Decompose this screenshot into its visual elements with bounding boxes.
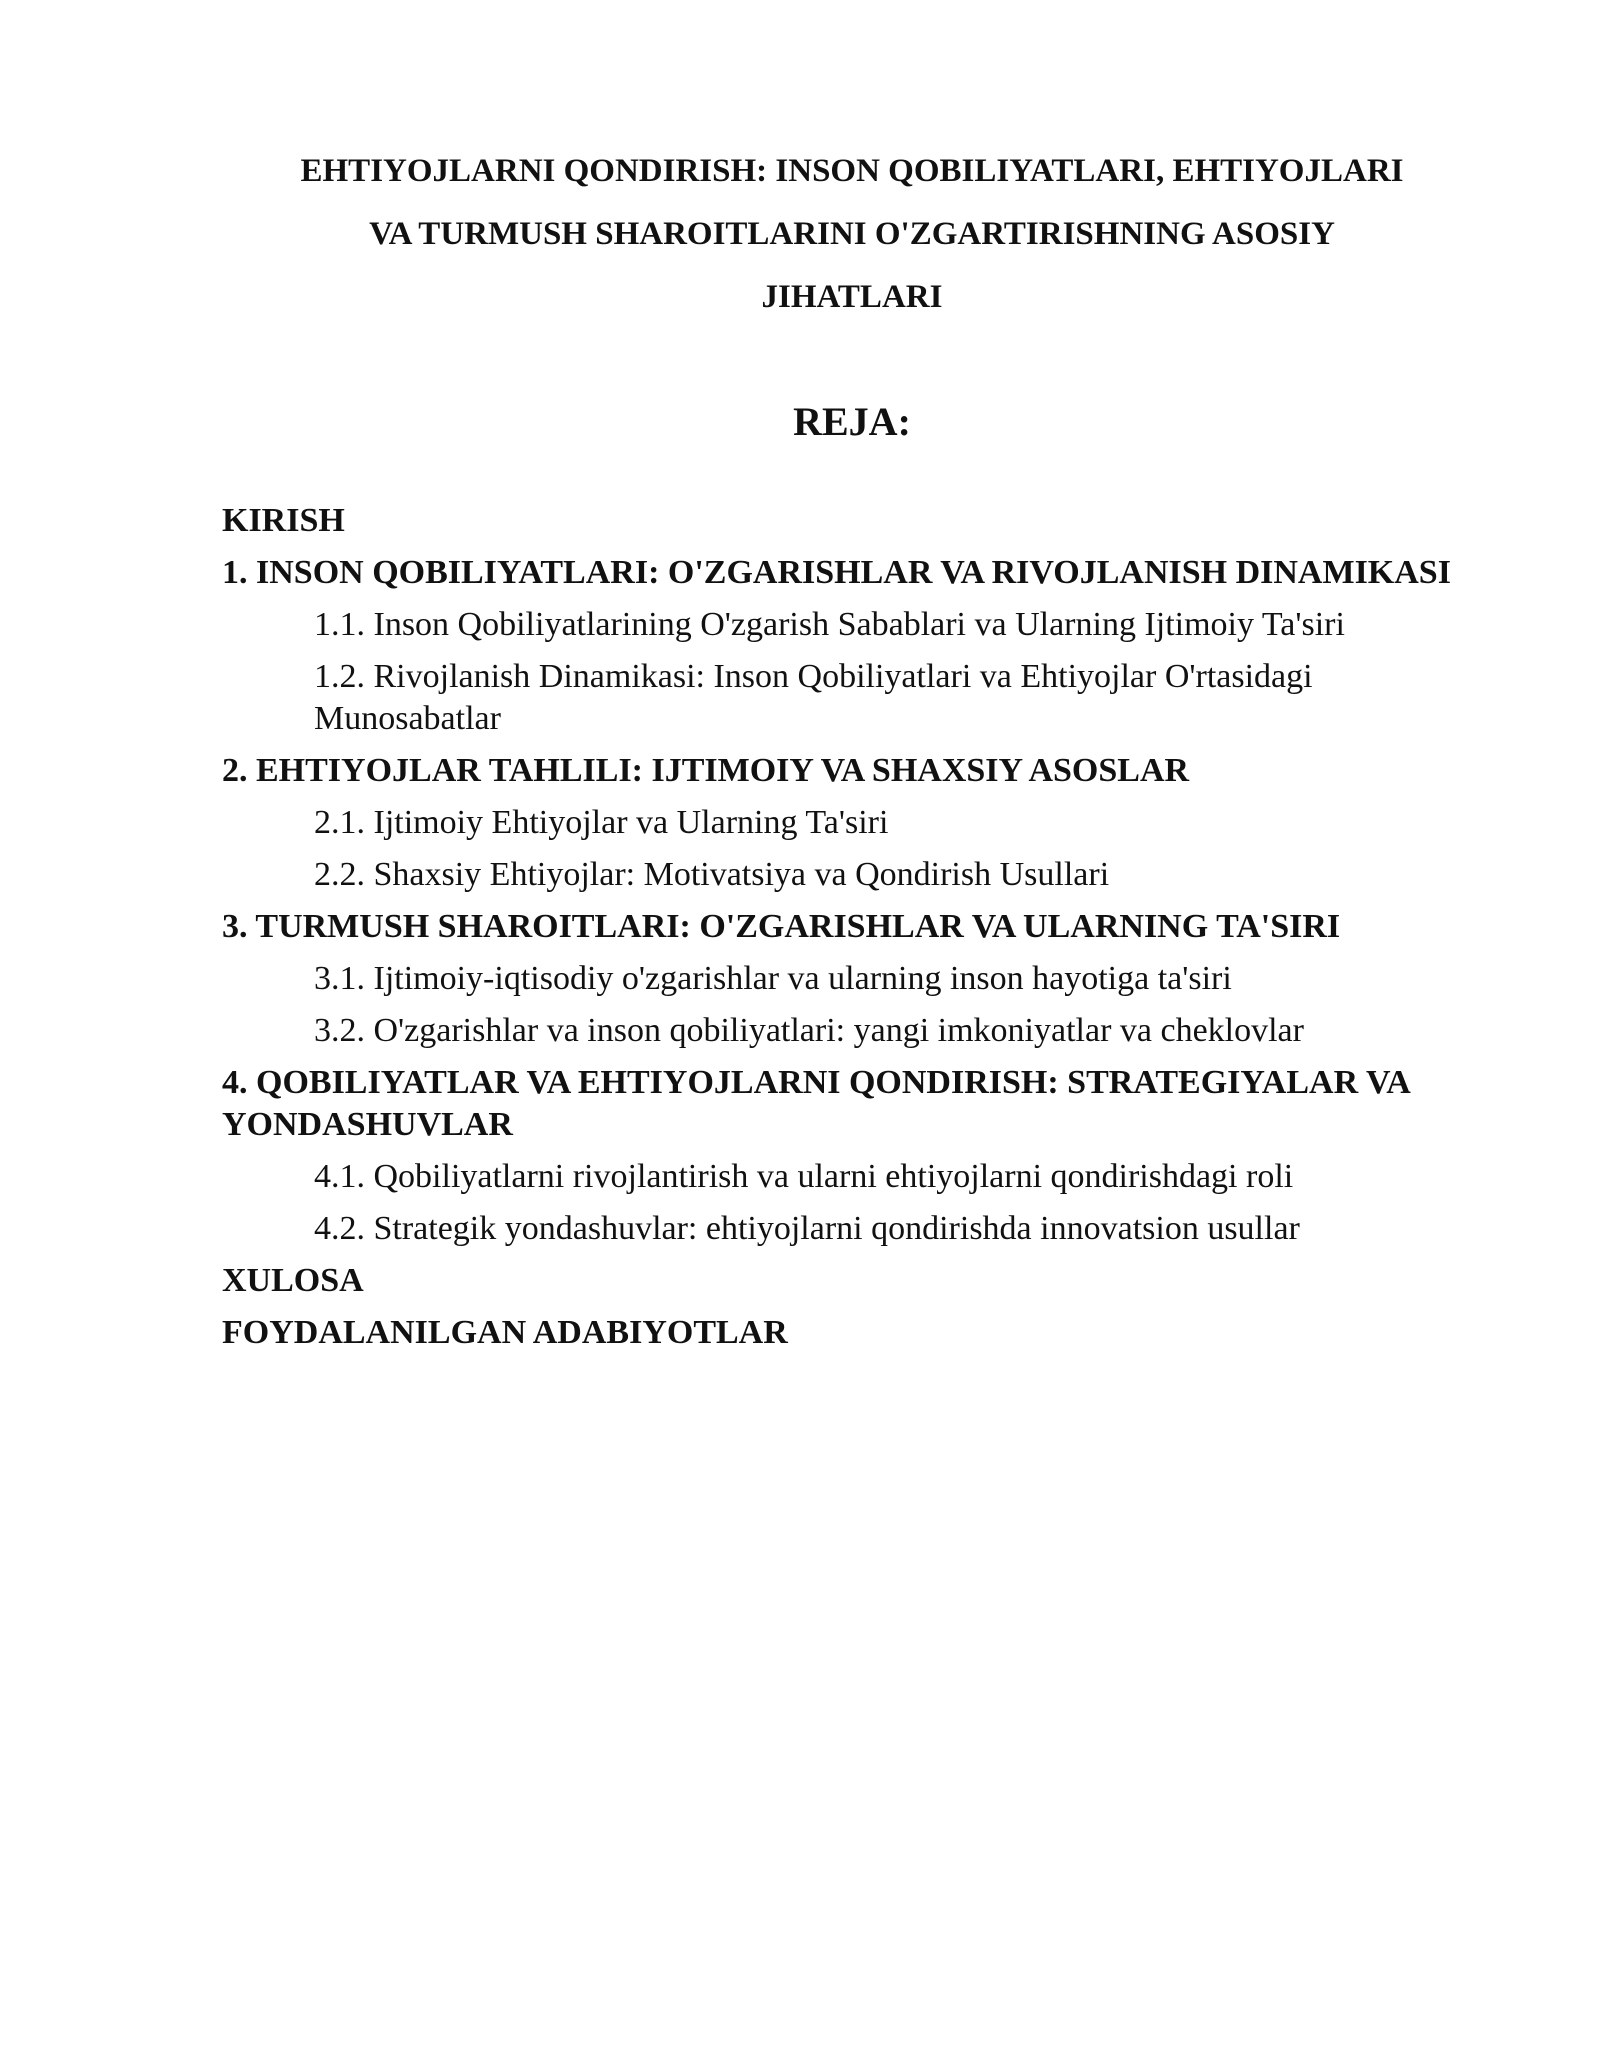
toc-entry-sub: 3.1. Ijtimoiy-iqtisodiy o'zgarishlar va ularning inson hayotiga ta'siri <box>314 960 1232 997</box>
toc-entry-main: 2. EHTIYOJLAR TAHLILI: IJTIMOIY VA SHAXSIY ASOSLAR <box>222 752 1190 789</box>
document-title <box>222 140 1482 329</box>
toc-entry-sub: 2.1. Ijtimoiy Ehtiyojlar va Ularning Ta'siri <box>314 804 889 841</box>
toc-entry-sub: 1.1. Inson Qobiliyatlarining O'zgarish Sabablari va Ularning Ijtimoiy Ta'siri <box>314 606 1345 643</box>
toc-entry-sub: 4.2. Strategik yondashuvlar: ehtiyojlarni qondirishda innovatsion usullar <box>314 1210 1300 1247</box>
table-of-contents <box>222 500 1482 1364</box>
toc-entry-sub: 2.2. Shaxsiy Ehtiyojlar: Motivatsiya va Qondirish Usullari <box>314 856 1110 893</box>
toc-entry-main: KIRISH <box>222 502 345 539</box>
toc-entry-main: 1. INSON QOBILIYATLARI: O'ZGARISHLAR VA RIVOJLANISH DINAMIKASI <box>222 554 1451 591</box>
toc-entry-main: XULOSA <box>222 1262 364 1299</box>
toc-entry-sub: 3.2. O'zgarishlar va inson qobiliyatlari: yangi imkoniyatlar va cheklovlar <box>314 1012 1304 1049</box>
toc-entry-sub: 1.2. Rivojlanish Dinamikasi: Inson Qobiliyatlari va Ehtiyojlar O'rtasidagi Munosabatlar <box>314 658 1313 737</box>
toc-entry-sub: 4.1. Qobiliyatlarni rivojlantirish va ularni ehtiyojlarni qondirishdagi roli <box>314 1158 1294 1195</box>
toc-entry-main: 3. TURMUSH SHAROITLARI: O'ZGARISHLAR VA ULARNING TA'SIRI <box>222 908 1341 945</box>
plan-heading: REJA: <box>793 399 911 444</box>
toc-entry-main: FOYDALANILGAN ADABIYOTLAR <box>222 1314 788 1351</box>
title-line: EHTIYOJLARNI QONDIRISH: INSON QOBILIYATLARI, EHTIYOJLARI <box>300 153 1404 189</box>
title-line: VA TURMUSH SHAROITLARINI O'ZGARTIRISHNING ASOSIY <box>369 216 1335 252</box>
toc-entry-main: 4. QOBILIYATLAR VA EHTIYOJLARNI QONDIRISH: STRATEGIYALAR VA YONDASHUVLAR <box>222 1064 1409 1143</box>
title-line: JIHATLARI <box>761 279 943 315</box>
